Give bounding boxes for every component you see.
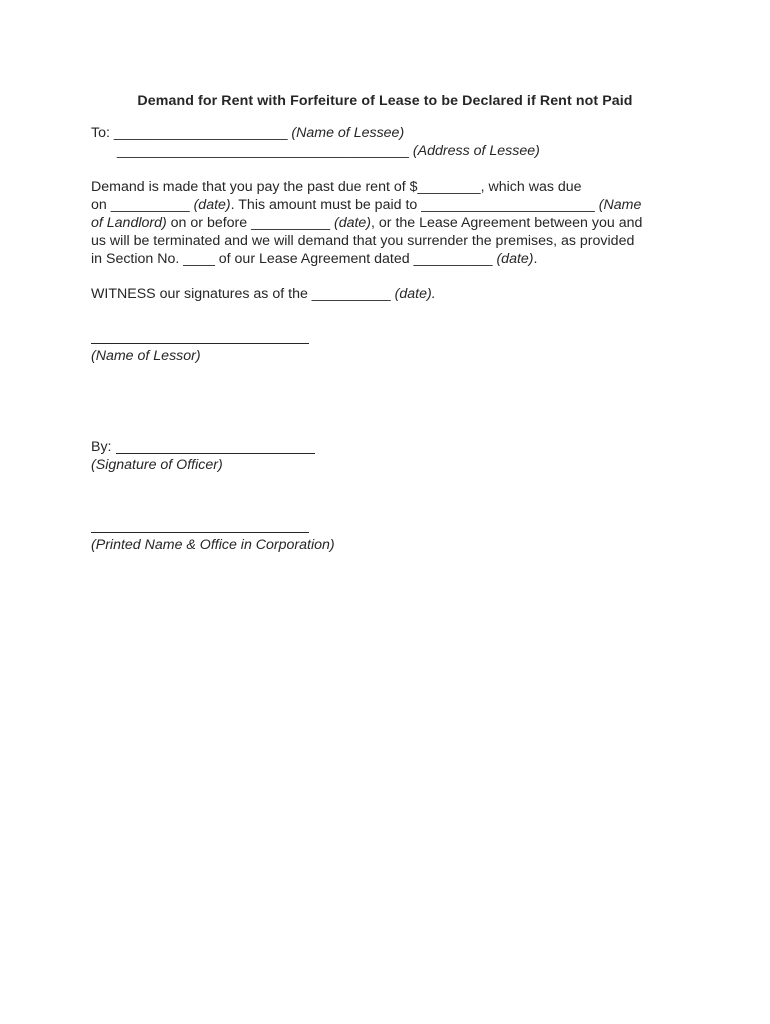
date-hint: (date)	[333, 215, 372, 231]
to-line	[91, 124, 404, 142]
name-of-lessor-hint: (Name of Lessor)	[91, 348, 201, 364]
witness-text: WITNESS our signatures as of the __________	[91, 286, 395, 302]
paragraph-row	[91, 214, 691, 232]
paragraph-row	[91, 250, 691, 268]
address-line	[117, 142, 540, 160]
name-of-landlord-hint: (Name	[598, 197, 642, 213]
printed-name-line	[91, 532, 309, 533]
address-of-lessee-hint: (Address of Lessee)	[412, 143, 540, 159]
demand-paragraph	[91, 178, 691, 268]
name-of-lessee-hint: (Name of Lessee)	[291, 125, 405, 141]
paragraph-row: Demand is made that you pay the past due rent of $________, which was due	[91, 179, 582, 195]
paragraph-text: in Section No. ____ of our Lease Agreement dated __________	[91, 251, 497, 267]
witness-line	[91, 285, 436, 303]
paragraph-text: .	[533, 251, 538, 267]
paragraph-text: , or the Lease Agreement between you and	[371, 215, 643, 231]
officer-signature-line	[116, 453, 315, 454]
address-blank: _____________________________________	[117, 143, 413, 159]
name-of-landlord-hint: of Landlord)	[91, 215, 167, 231]
date-hint: (date)	[496, 251, 534, 267]
paragraph-text: on or before __________	[166, 215, 334, 231]
paragraph-row: us will be terminated and we will demand that you surrender the premises, as provided	[91, 233, 635, 249]
to-label: To: ______________________	[91, 125, 292, 141]
date-hint: (date)	[193, 197, 231, 213]
printed-name-office-hint: (Printed Name & Office in Corporation)	[91, 537, 335, 553]
paragraph-text: . This amount must be paid to ______________________	[230, 197, 599, 213]
officer-by-label: By:	[91, 439, 112, 455]
signature-of-officer-hint: (Signature of Officer)	[91, 457, 223, 473]
paragraph-row	[91, 196, 691, 214]
document-title: Demand for Rent with Forfeiture of Lease to be Declared if Rent not Paid	[137, 93, 633, 109]
paragraph-text: on __________	[91, 197, 194, 213]
lessor-signature-line	[91, 343, 309, 344]
witness-date-hint: (date).	[394, 286, 436, 302]
